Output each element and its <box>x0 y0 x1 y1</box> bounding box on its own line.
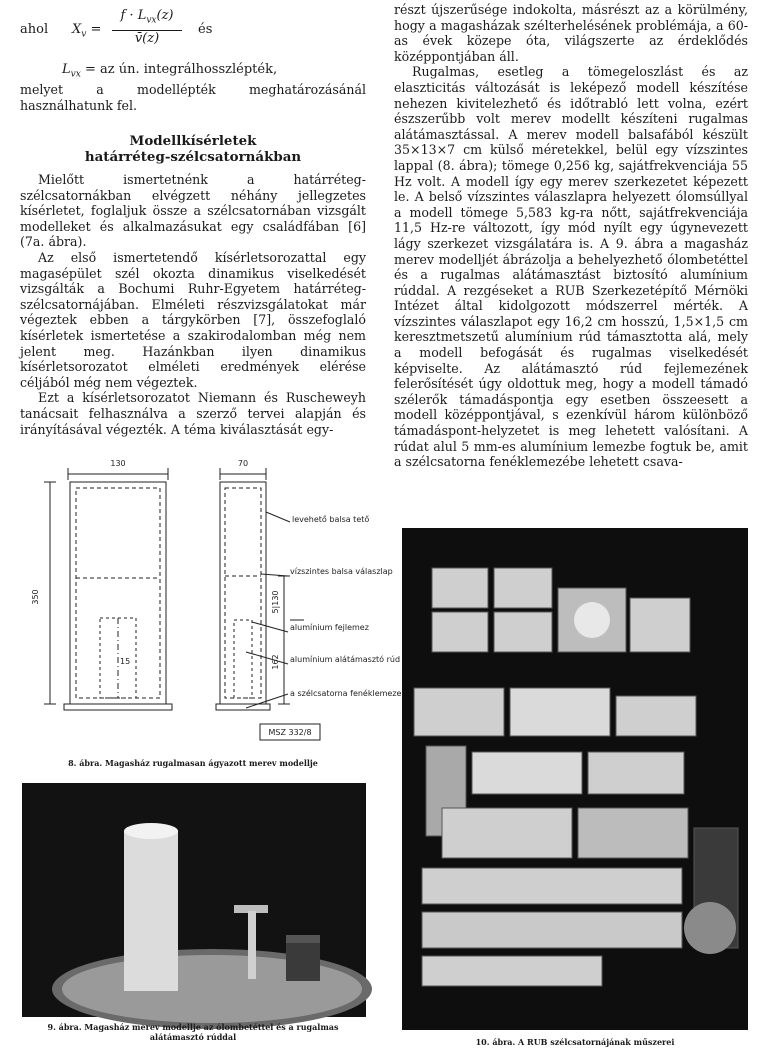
label-top: levehető balsa tető <box>292 515 370 524</box>
formula-prefix: ahol <box>20 22 49 37</box>
drawing-svg <box>20 452 402 742</box>
label-head: alumínium fejlemez <box>290 623 369 632</box>
dim-small: 15 <box>120 657 131 666</box>
label-floor: a szélcsatorna fenéklemeze <box>290 689 402 698</box>
dim-width-side: 70 <box>237 459 249 468</box>
formula-equals: = <box>90 22 102 37</box>
dim-width-front: 130 <box>110 459 126 468</box>
dim-h1: 5|130 <box>271 590 280 614</box>
label-rod: alumínium alátámasztó rúd <box>290 655 401 664</box>
figure-10-photo <box>402 528 748 1030</box>
figure-9-caption: 9. ábra. Magasház merev modellje az ólombetéttel és a rugalmas alátámasztó rúddal <box>47 1022 339 1042</box>
left-column-body <box>20 172 366 437</box>
formula-lhs: X <box>72 22 82 37</box>
paragraph-left-2: Az első ismertetendő kísérletsorozattal egy magasépület szél okozta dinamikus viselkedését vizsgálták a Bochumi Ruhr-Egyetem határréteg-szélcsatornájában. Elméleti részvizsgálatokat már végeztek ebben a tárgykörben [7], összefoglaló kísérletek ismertetése a szakirodalomban még nem jelent meg. Hazánkban ilyen dinamikus kísérletsorozatot elméleti eredmények elérése céljából még nem végeztek. <box>20 249 366 390</box>
photo-10-svg <box>402 528 748 1030</box>
formula-denominator: v̄(z) <box>134 30 160 46</box>
figure-9-photo <box>22 783 366 1017</box>
standard-box-label: MSZ 332/8 <box>268 728 312 737</box>
paragraph-intro: melyet a modellépték meghatározásánál használhatunk fel. <box>20 82 366 113</box>
paragraph-right-1: részt újszerűsége indokolta, másrészt az a körülmény, hogy a magasházak szélterhelésének problémája, a 60-as évek közepe óta, világszerte az érdeklődés középpontjában áll. <box>394 2 748 64</box>
label-plate: vízszintes balsa válaszlap <box>290 567 393 576</box>
formula-lhs-sub: v <box>81 29 87 40</box>
paragraph-left-3: Ezt a kísérletsorozatot Niemann és Ruscheweyh tanácsait felhasználva a szerző tervei alapján és irányításával végezték. A téma kiválasztását egy- <box>20 390 366 437</box>
paragraph-left-1: Mielőtt ismertetnénk a határréteg-szélcsatornákban elvégzett néhány jellegzetes kísérletet, foglaljuk össze a szélcsatornában vizsgált modelleket és alkalmazásukat egy családfában [6] (7a. ábra). <box>20 172 366 250</box>
heading-line2: határréteg-szélcsatornákban <box>84 149 302 165</box>
section-heading <box>20 133 366 165</box>
right-column-body <box>394 2 748 470</box>
figure-8-drawing <box>20 452 402 742</box>
photo-9-svg <box>22 783 366 1017</box>
paragraph-right-2: Rugalmas, esetleg a tömegeloszlást és az elaszticitás változását is leképező modell készítése nehezen kivitelezhető és időtrabló lett volna, ezért észszerűbb volt merev modellt készíteni rugalmas alátámasztással. A merev modell balsafából készült 35×13×7 cm külső méretekkel, belül egy vízszintes lappal (8. ábra); tömege 0,256 kg, sajátfrekvenciája 55 Hz volt. A modell így egy merev szerkezetet képezett le. A belső vízszintes válaszlapra helyezett ólomsúllyal a modell tömege 5,583 kg-ra nőtt, sajátfrekvenciája 11,5 Hz-re változott, így mód nyílt egy úgynevezett lágy szerkezet vizsgálatára is. A 9. ábra a magasház merev modelljét ábrázolja a behelyezhető ólombetéttel és a rugalmas alátámasztást biztosító alumínium rúddal. A rezgéseket a RUB Szerkezetépítő Mérnöki Intézet által kidolgozott módszerrel mérték. A vízszintes válaszlapot egy 16,2 cm hosszú, 1,5×1,5 cm keresztmetszetű alumínium rúd támasztotta alá, mely a modell befogását és rugalmas viselkedését képviselte. Az alátámasztó rúd fejlemezének felerősítését úgy oldottuk meg, hogy a modell támadó szélerők támadáspontja egy esetben összeesett a modell középpontjával, s ezenkívül három különböző támadáspont-helyzetet is meg lehetett valósítani. A rúdat alul 5 mm-es alumínium lemezbe fogtuk be, amit a szélcsatorna fenéklemezébe lehetett csava- <box>394 64 748 470</box>
figure-10-caption: 10. ábra. A RUB szélcsatornájának műszerei <box>475 1037 675 1047</box>
left-column-intro <box>20 82 366 113</box>
dim-h2: 162 <box>271 654 280 670</box>
formula-def-text: = az ún. integrálhosszlépték, <box>84 62 278 77</box>
heading-line1: Modellkísérletek <box>129 133 257 149</box>
formula-def-symbol: L <box>62 62 71 77</box>
dim-height: 350 <box>31 589 40 605</box>
formula-numerator: $f \cdot L_{vx}(z)$ <box>112 8 182 31</box>
figure-8-caption: 8. ábra. Magasház rugalmasan ágyazott merev modellje <box>68 758 318 768</box>
formula-suffix: és <box>198 22 213 37</box>
formula-block: ahol $X_v$ = $f \cdot L_{vx}(z)$ v̄(z) és $L_{vx}$ = az ún. integrálhosszlépték, <box>20 8 278 80</box>
